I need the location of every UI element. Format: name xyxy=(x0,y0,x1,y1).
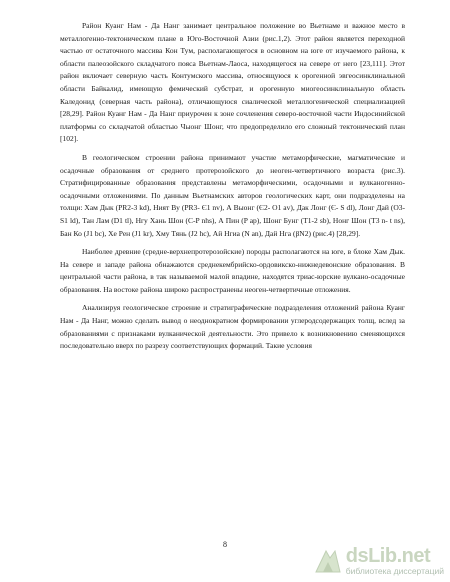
paragraph-ancient-rocks: Наиболее древние (средне-верхнепротерозойские) породы располагаются на юге, в блоке Хам Дык. На севере и западе района обнажаются среднекембрийско-ордовикско-нижнедевонские образования. В центральной части района, в так называемой малой впадине, находятся триас-юрские вулкано-осадочные образования. На востоке района широко распространены неоген-четвертичные отложения. xyxy=(60,247,405,294)
dslib-logo-icon xyxy=(313,548,343,574)
paragraph-analysis: Анализируя геологическое строение и стратиграфические подразделения отложений района Куанг Нам - Да Нанг, можно сделать вывод о неоднократном формировании углеродсодержащих толщ, вслед за образованиями с признаками вулканической деятельности. Это привело к возникновению сменяющихся последовательно вверх по разрезу соответствующих формаций. Такие условия xyxy=(60,303,405,351)
document-body xyxy=(60,20,405,353)
paragraph-intro: Район Куанг Нам - Да Нанг занимает центральное положение во Вьетнаме и важное место в металлогенно-тектоническом плане в Юго-Восточной Азии (рис.1,2). Этот район является переходной частью от остаточного массива Кон Тум, располагающегося в основном на юге от изучаемого района, к области палеозойского складчатого пояса Вьетнам-Лаоса, находящегося на севере от него [23,111]. Этот район включает северную часть Контумского массива, относящуюся к орогенной эвгеосинклинальной области Байкалид, имеющую фемический субстрат, и орогенную миогеосинклинальную область Каледонид (северная часть района), отличающуюся сиалической металлогенической специализацией [28,29]. Район Куанг Нам - Да Нанг приурочен к зоне сочленения северо-восточной части Индосинийской платформы со складчатой областью Чыонг Шонг, что предопределило его сложный тектонический план [102]. xyxy=(60,21,405,144)
watermark-text xyxy=(346,546,444,576)
paragraph-geology: В геологическом строении района принимают участие метаморфические, магматические и осадочные образования от среднего протерозойского до неоген-четвертичного возраста (рис.3). Стратифицированные образования представлены метаморфическими, осадочными и вулканогенно-осадочными отложениями. По данным Вьетнамских авторов геологических карт, они подразделены на толщи: Хам Дык (PR2-3 kd), Ният Ву (PR3- Є1 nv), А Выонг (Є2- O1 av), Дак Лонг (Є- S dl), Лонг Дай (O3- S1 ld), Тан Лам (D1 tl), Нгу Хань Шон (C-P nhs), А Пин (P ap), Шонг Бунг (T1-2 sb), Нонг Шон (T3 n- t ns), Бан Ко (J1 bc), Хе Рен (J1 kr), Хму Тянь (J2 hc), Ай Нгиа (N an), Дай Нга (βN2) (рис.4) [28,29]. xyxy=(60,152,405,238)
watermark xyxy=(313,546,444,576)
watermark-subtitle: библиотека диссертаций xyxy=(345,566,444,576)
watermark-title: dsLib.net xyxy=(345,545,431,567)
page-number: 8 xyxy=(223,540,227,549)
